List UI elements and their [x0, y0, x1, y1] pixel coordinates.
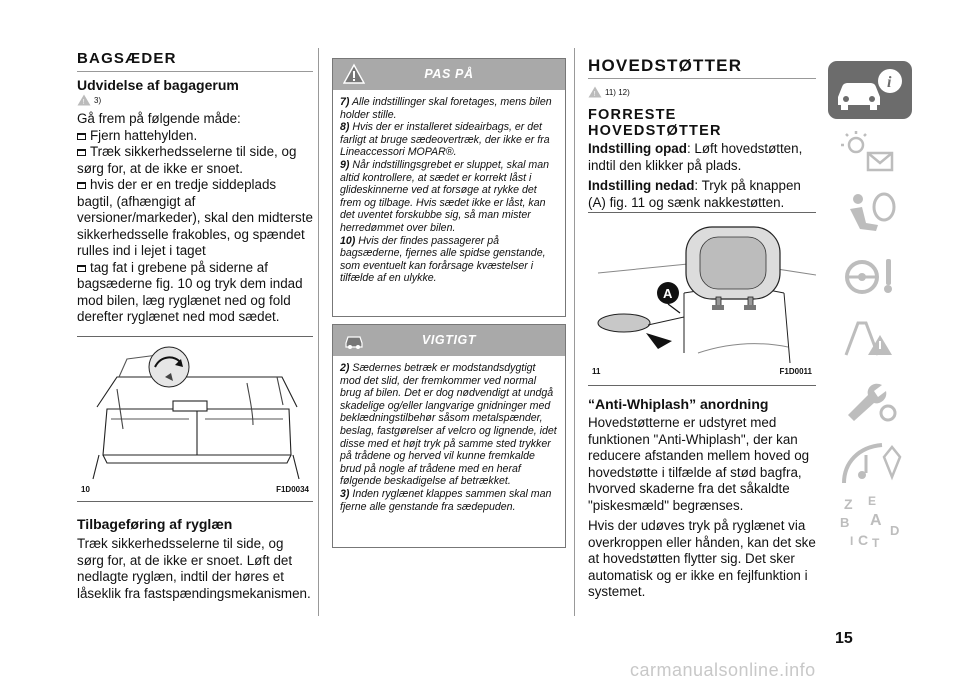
paragraph-anti-whiplash-2: Hvis der udøves tryk på ryglænet via overkroppen eller hånden, kan det ske at hovedstøtten flytter sig. Det sker automatisk og er ikke en fejlfunktion i systemet. — [588, 518, 816, 599]
watermark: carmanualsonline.info — [630, 660, 816, 680]
section-title-hovedstotter: HOVEDSTØTTER — [588, 56, 743, 75]
step-1: Fjern hattehylden. — [77, 128, 313, 145]
warning-header — [333, 59, 565, 90]
warning-item-7: 7) Alle indstillinger skal foretages, mens bilen holder stille. — [340, 96, 552, 121]
step-2: Træk sikkerhedsselerne til side, og sørg for, at de ikke er snoet. — [77, 144, 297, 176]
figure-code: F1D0011 — [779, 367, 812, 376]
divider — [588, 78, 816, 79]
svg-text:T: T — [872, 536, 880, 550]
bullet-icon — [77, 265, 86, 272]
intro-text: Gå frem på følgende måde: — [77, 111, 241, 126]
sidebar-item-multimedia[interactable] — [828, 433, 912, 491]
warning-item-10: 10) Hvis der findes passagerer på bagsæderne, fjernes alle spidse genstande, som eventuelt kan forårsage kvæstelser i tilfælde af en ulykke. — [340, 234, 546, 285]
warning-reference — [77, 94, 101, 106]
bullet-icon — [77, 182, 86, 189]
bullet-icon — [77, 133, 86, 140]
notice-header — [333, 325, 565, 356]
warning-title: PAS PÅ — [424, 67, 474, 81]
warning-item-9: 9) Når indstillingsgrebet er sluppet, skal man altid kontrollere, at sædet er korrekt låst i glideskinnerne ved at forsøge at rykke det frem og tilbage. Hvis sædet ikke er låst, kan det uventet forskubbe sig, så man mister herredømmet over bilen. — [340, 158, 550, 234]
svg-text:I: I — [850, 534, 854, 548]
page-number: 15 — [835, 630, 853, 647]
ref-numbers: 11) 12) — [605, 87, 630, 97]
figure-code: F1D0034 — [276, 485, 309, 494]
steering-key-icon — [828, 247, 912, 305]
adjust-down-text: Indstilling nedad: Tryk på knappen (A) fig. 11 og sænk nakkestøtten. — [588, 178, 801, 210]
column-divider — [574, 48, 575, 616]
step-4: tag fat i grebene på siderne af bagsæderne fig. 10 og tryk dem indad mod bilen, læg ryglænet ned og fold derefter ryglænet ned mod sædet. — [77, 259, 303, 324]
svg-text:Z: Z — [844, 496, 853, 512]
sidebar-item-maintenance[interactable] — [828, 371, 912, 429]
music-nav-icon — [828, 433, 912, 491]
rear-seat-illustration — [77, 337, 313, 483]
svg-text:B: B — [840, 515, 850, 530]
svg-text:C: C — [858, 532, 869, 548]
maintenance-wrench-icon — [828, 371, 912, 429]
right-column — [588, 56, 816, 211]
left-column-bottom — [77, 516, 313, 602]
svg-text:!: ! — [82, 99, 85, 106]
subtitle-udvidelse: Udvidelse af bagagerum — [77, 77, 239, 93]
sidebar-item-dashboard[interactable] — [828, 123, 912, 181]
ref-number: 3) — [94, 95, 102, 105]
chapter-sidebar — [828, 61, 912, 557]
warning-item-8: 8) Hvis der er installeret sideairbags, er det farligt at bruge sædeovertræk, der ikke er fra Lineaccessori MOPAR®. — [340, 121, 550, 159]
index-letters-icon — [828, 495, 912, 553]
warning-box-pas-paa — [332, 58, 566, 317]
paragraph-tilbageforing: Træk sikkerhedsselerne til side, og sørg for, at de ikke er snoet. Løft det nedlagte ryglæn, indtil der høres et låseklik fra fastspændingsmekanismen. — [77, 536, 311, 601]
figure-number: 11 — [592, 367, 601, 376]
callout-a: A — [663, 286, 673, 301]
sidebar-item-car-info[interactable] — [828, 61, 912, 119]
warning-triangle-icon — [77, 94, 91, 106]
svg-text:i: i — [887, 74, 892, 91]
paragraph-anti-whiplash-1: Hovedstøtterne er udstyret med funktionen "Anti-Whiplash", der kan reducere afstanden mellem hoved og hovedstøtte i tilfælde af stød bagfra, hvorved skaderne fra det såkaldte "piskesmæld" begrænses. — [588, 415, 810, 513]
warning-reference — [588, 86, 630, 98]
car-info-icon — [828, 61, 912, 119]
column-divider — [318, 48, 319, 616]
svg-text:A: A — [870, 512, 882, 529]
left-column — [77, 50, 313, 326]
warning-road-icon — [828, 309, 912, 367]
bullet-icon — [77, 149, 86, 156]
divider — [77, 71, 313, 72]
notice-item-3: 3) Inden ryglænet klappes sammen skal man fjerne alle genstande fra sædepuden. — [340, 487, 552, 513]
sidebar-item-index[interactable] — [828, 495, 912, 553]
subtitle-tilbageforing: Tilbageføring af ryglæn — [77, 516, 233, 532]
section-title-bagsaeder: BAGSÆDER — [77, 50, 177, 67]
headrest-illustration — [588, 213, 816, 363]
notice-box-vigtigt — [332, 324, 566, 548]
sidebar-item-driving[interactable] — [828, 247, 912, 305]
figure-number: 10 — [81, 485, 90, 494]
figure-11 — [588, 212, 816, 386]
airbag-safety-icon — [828, 185, 912, 243]
notice-title: VIGTIGT — [421, 333, 477, 347]
svg-text:!: ! — [593, 91, 596, 98]
svg-text:D: D — [890, 523, 900, 538]
sidebar-item-safety[interactable] — [828, 185, 912, 243]
subtitle-anti-whiplash: “Anti-Whiplash” anordning — [588, 396, 769, 412]
adjust-up-text: Indstilling opad: Løft hovedstøtten, indtil den klikker på plads. — [588, 141, 803, 173]
subtitle-forreste: FORRESTE HOVEDSTØTTER — [588, 107, 722, 139]
figure-10 — [77, 336, 313, 502]
sidebar-item-emergency[interactable] — [828, 309, 912, 367]
step-3: hvis der er en tredje siddeplads bagtil, (afhængigt af versioner/markeder), skal den midterste sikkerhedsselle frakobles, og spændet rulles ind i lejet i taget — [77, 177, 313, 258]
notice-item-2: 2) Sædernes betræk er modstandsdygtigt mod det slid, der fremkommer ved normal brug af bilen. Det er dog nødvendigt at undgå skadelige og/eller langvarige gnidninger med beklædningstilbehør såsom metalspænder, beslag, fastgørelser af velcro og lignende, idet disse med et højt tryk på samme sted trykker på trådene og herved vil kunne fremkalde brud på nogle af trådene med en heraf følgende beskadigelse af betrækket. — [340, 362, 557, 488]
dashboard-lights-icon — [828, 123, 912, 181]
warning-triangle-icon — [588, 86, 602, 98]
svg-text:E: E — [868, 495, 877, 508]
right-column-bottom — [588, 396, 816, 601]
